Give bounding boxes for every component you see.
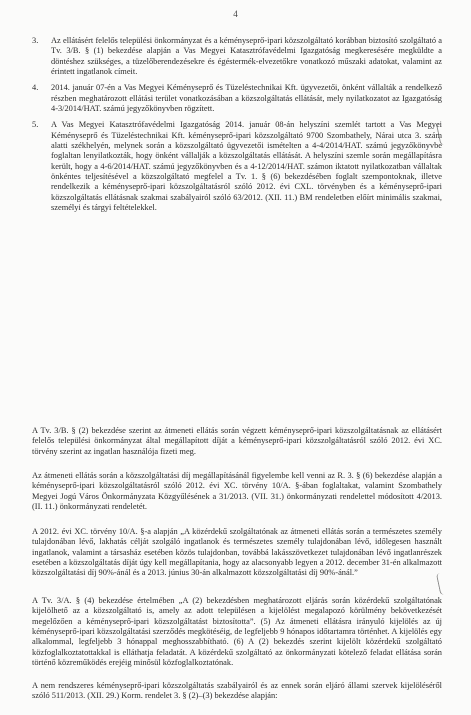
list-item-number: 5.: [32, 120, 39, 130]
paragraph-korm-rendelet: A nem rendszeres kéményseprő-ipari közszolgáltatás szabályairól és az ennek során eljáró állami szervek kijelöléséről szóló 511/2013. (XII. 29.) Korm. rendelet 3. § (2)–(3) bekezdése alapján:: [32, 681, 442, 701]
list-item-number: 3.: [32, 36, 39, 45]
paragraph-tv-3a: A Tv. 3/A. § (4) bekezdése értelmében „A (2) bekezdésben meghatározott eljárás során közérdekű szolgáltatónak kijelölhető az a közszolgáltató is, amely az adott településen a kijelölést megalapozó körülmény bekövetkezését megelőzően a kéményseprő-ipari közszolgáltatást biztosította”. (5) Az átmeneti ellátásra irányuló kijelölés az új kéményseprő-ipari közszolgáltatási szerződés megkötéséig, de legfeljebb 9 hónapos időtartamra történhet. A kijelölés egy alkalommal, legfeljebb 3 hónappal meghosszabbítható. (6) A (2) bekezdés szerint kijelölt közérdekű szolgáltató közfoglalkoztatottakkal is elláthatja feladatát. A közérdekű szolgáltató az önkormányzati kötelező feladat ellátása során történő közreműködés erejéig minősül közfoglalkoztatónak.: [32, 596, 442, 668]
margin-mark: [436, 121, 455, 146]
list-item: [32, 36, 442, 77]
list-item-text: Az ellátásért felelős települési önkormányzat és a kéményseprő-ipari közszolgáltató korábban biztosító szolgáltató a Tv. 3/B. § (1) bekezdése alapján a Vas Megyei Katasztrófavédelmi Igazgatóság megkeresésére megküldte a döntéshez szükséges, a tüzelőberendezésekre és égéstermék-elvezetőkre vonatkozó műszaki adatokat, valamint az érintett ingatlanok címeit.: [51, 36, 442, 77]
list-item-number: 4.: [32, 83, 39, 93]
list-item: [32, 83, 442, 114]
list-item-text: A Vas Megyei Katasztrófavédelmi Igazgatóság 2014. január 08-án helyszíni szemlét tartott a Vas Megyei Kéményseprő és Tüzeléstechnikai Kft. kéményseprő-ipari közszolgáltató 9700 Szombathely, Nárai utca 3. szám alatti székhelyén, melynek során a közszolgáltató ügyvezetői ismételten a 4-4/2014/HAT. számú jegyzőkönyvbe foglaltan lenyilatkozták, hogy önként vállalják a közszolgáltatás ellátását. A helyszíni szemle során megállapításra került, hogy a 4-6/2014/HAT. számú jegyzőkönyvben és a 4-12/2014/HAT. számon iktatott nyilatkozatban vállaltak önkéntes teljesítésével a közszolgáltató megfelel a Tv. 1. § (6) bekezdésében foglalt szempontoknak, illetve rendelkezik a kéményseprő-ipari közszolgáltatásról szóló 2012. évi CXL. törvényben és a kéményseprő-ipari közszolgáltatás ellátásnak szakmai szabályairól szóló 63/2012. (XII. 11.) BM rendeletben előírt minimális szakmai, személyi és tárgyi feltételekkel.: [51, 120, 442, 213]
numbered-list: [32, 36, 442, 220]
paragraph-fee-payment: A Tv. 3/B. § (2) bekezdése szerint az átmeneti ellátás során végzett kéményseprő-ipari közszolgáltatásnak az ellátásért felelős települési önkormányzat által megállapított díját a kéményseprő-ipari közszolgáltatásról szóló 2012. évi XC. törvény szerint az ingatlan használója fizeti meg.: [32, 426, 442, 456]
list-item: [32, 120, 442, 213]
page-number: 4: [233, 9, 238, 19]
paragraph-fee-determination: Az átmeneti ellátás során a közszolgáltatási díj megállapításánál figyelembe kell venni az R. 3. § (6) bekezdése alapján a kéményseprő-ipari közszolgáltatásról szóló 2012. évi XC. törvény 10/A. §-ában foglaltakat, valamint Szombathely Megyei Jogú Város Önkormányzata Közgyűlésének a 31/2013. (VII. 31.) önkormányzati rendelettel módosított 4/2013. (II. 11.) önkormányzati rendeletét.: [32, 471, 442, 512]
margin-mark: [436, 571, 455, 596]
paragraph-law-10a: A 2012. évi XC. törvény 10/A. §-a alapján „A közérdekű szolgáltatónak az átmeneti ellátás során a természetes személy tulajdonában lévő, lakhatás célját szolgáló ingatlanok és természetes személy tulajdonában lévő, időlegesen használt ingatlanok, valamint a társasház esetében közös tulajdonban, továbbá lakásszövetkezet tulajdonában lévő ingatlanrészek esetében a közszolgáltatás díját úgy kell megállapítania, hogy az alacsonyabb legyen a 2012. december 31-én alkalmazott közszolgáltatási díj 90%-ánál és a 2013. június 30-án alkalmazott közszolgáltatási díj 90%-ánál.”: [32, 527, 442, 578]
list-item-text: 2014. január 07-én a Vas Megyei Kéményseprő és Tüzeléstechnikai Kft. ügyvezetői, önként vállalták a rendelkező részben meghatározott ellátási terület vonatkozásában a közszolgáltatás ellátását, mely nyilatkozatot az Igazgatóság 4-3/2014/HAT. számú jegyzőkönyvben rögzített.: [51, 83, 442, 114]
